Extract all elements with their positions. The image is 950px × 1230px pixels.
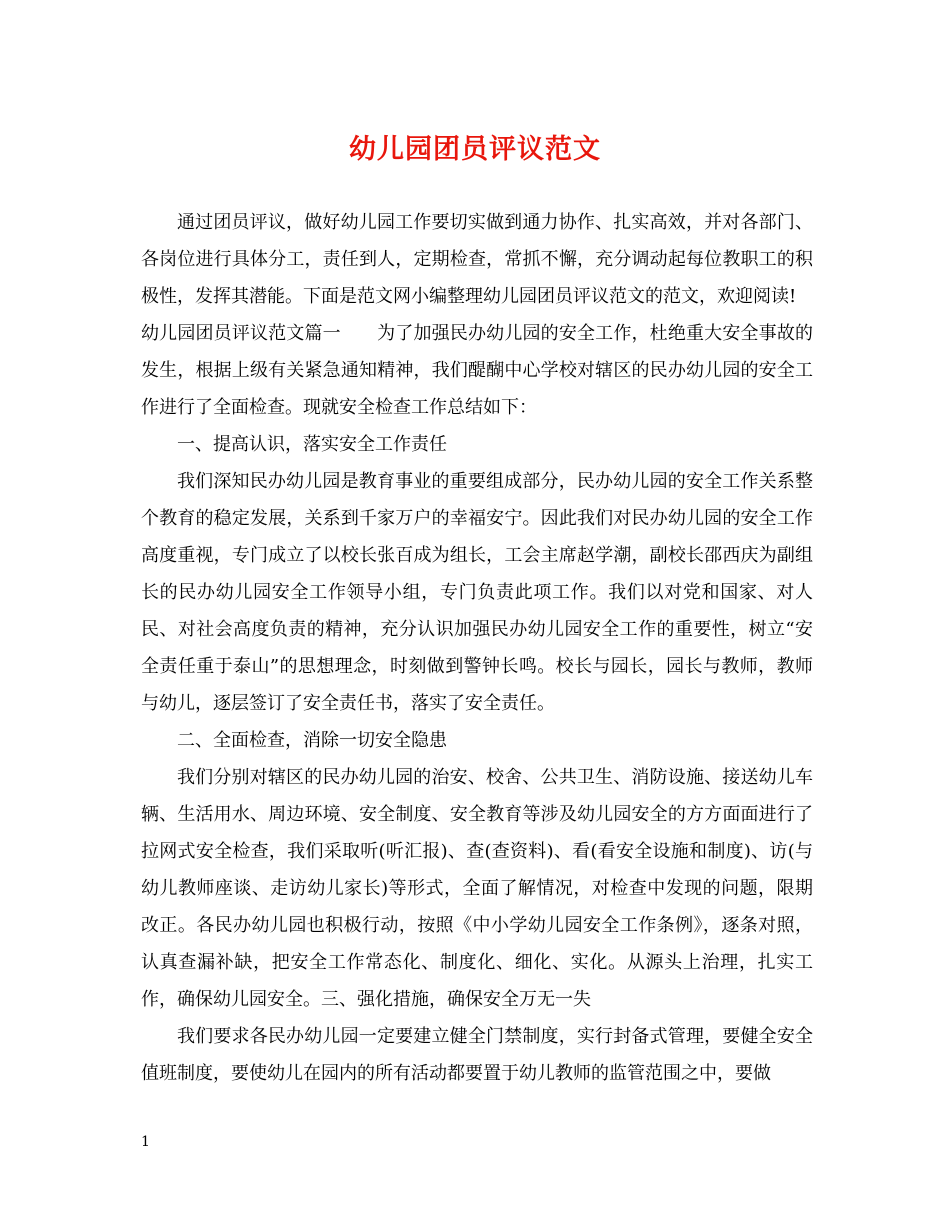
section-three-paragraph: 我们要求各民办幼儿园一定要建立健全门禁制度，实行封备式管理，要健全安全值班制度，要使幼儿在园内的所有活动都要置于幼儿教师的监管范围之中，要做 <box>141 1026 813 1084</box>
section-one-paragraph: 我们深知民办幼儿园是教育事业的重要组成部分，民办幼儿园的安全工作关系整个教育的稳定发展，关系到千家万户的幸福安宁。因此我们对民办幼儿园的安全工作高度重视，专门成立了以校长张百成为组长，工会主席赵学潮，副校长邵西庆为副组长的民办幼儿园安全工作领导小组，专门负责此项工作。我们以对党和国家、对人民、对社会高度负责的精神，充分认识加强民办幼儿园安全工作的重要性，树立“安全责任重于泰山”的思想理念，时刻做到警钟长鸣。校长与园长，园长与教师，教师与幼儿，逐层签订了安全责任书，落实了安全责任。 <box>141 471 813 714</box>
section-heading-two: 二、全面检查，消除一切安全隐患 <box>177 730 447 751</box>
document-title: 幼儿园团员评议范文 <box>349 134 601 165</box>
intro-paragraph: 通过团员评议，做好幼儿园工作要切实做到通力协作、扎实高效，并对各部门、各岗位进行具体分工，责任到人，定期检查，常抓不懈，充分调动起每位教职工的积极性，发挥其潜能。下面是范文网小编整理幼儿园团员评议范文的范文，欢迎阅读! <box>141 212 813 307</box>
section-two-paragraph: 我们分别对辖区的民办幼儿园的治安、校舍、公共卫生、消防设施、接送幼儿车辆、生活用水、周边环境、安全制度、安全教育等涉及幼儿园安全的方方面面进行了拉网式安全检查，我们采取听(听汇报)、查(查资料)、看(看安全设施和制度)、访(与幼儿教师座谈、走访幼儿家长)等形式，全面了解情况，对检查中发现的问题，限期改正。各民办幼儿园也积极行动，按照《中小学幼儿园安全工作条例》，逐条对照，认真查漏补缺，把安全工作常态化、制度化、细化、实化。从源头上治理，扎实工作，确保幼儿园安全。三、强化措施，确保安全万无一失 <box>141 767 813 1010</box>
page-number: 1 <box>141 1134 150 1150</box>
document-body <box>141 204 813 1092</box>
section-heading-one: 一、提高认识，落实安全工作责任 <box>177 434 447 455</box>
article-one-opening-paragraph: 幼儿园团员评议范文篇一 为了加强民办幼儿园的安全工作，杜绝重大安全事故的发生，根据上级有关紧急通知精神，我们醍醐中心学校对辖区的民办幼儿园的安全工作进行了全面检查。现就安全检查工作总结如下： <box>141 323 813 418</box>
